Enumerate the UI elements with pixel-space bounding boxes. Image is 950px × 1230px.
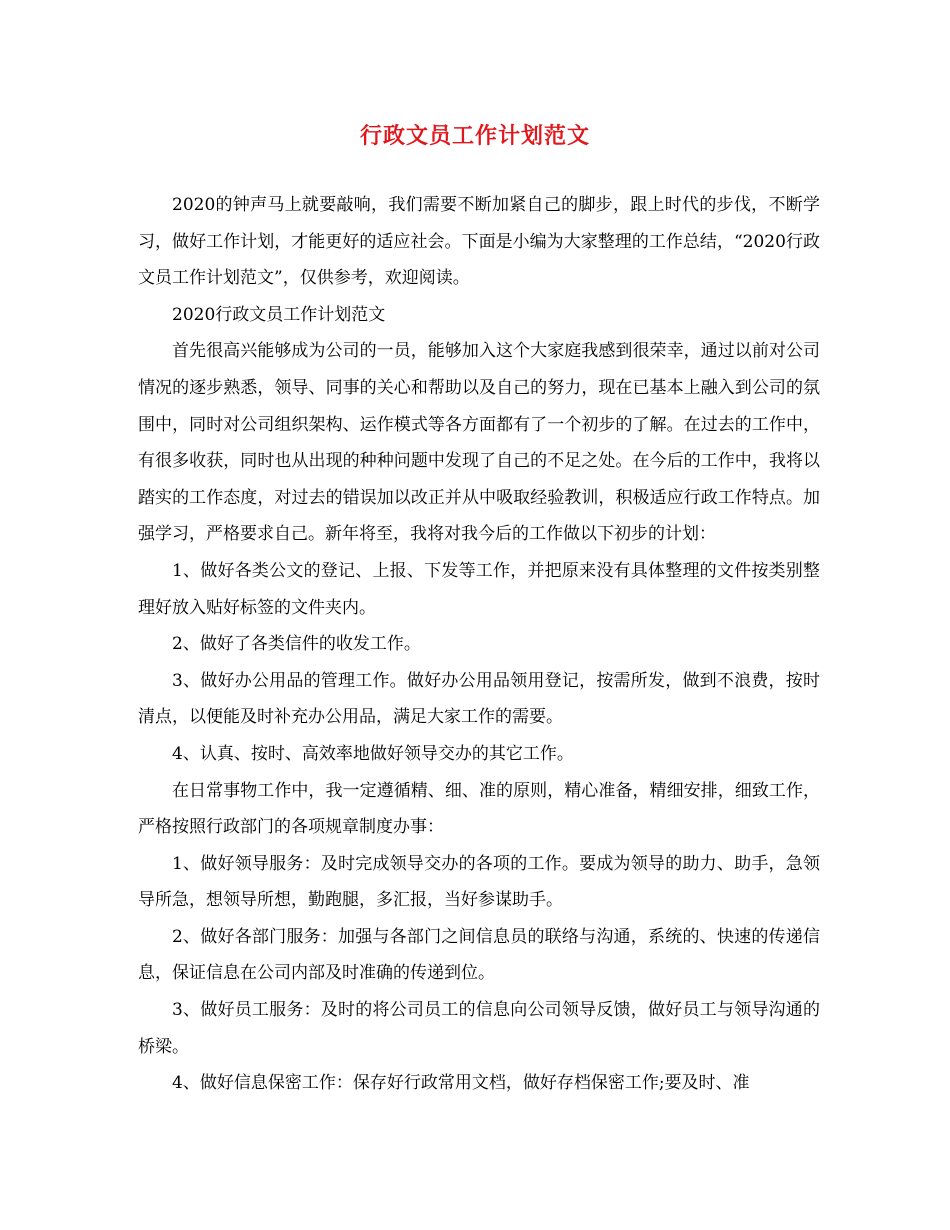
paragraph-service-2: 2、做好各部门服务：加强与各部门之间信息员的联络与沟通，系统的、快速的传递信息，保证信息在公司内部及时准确的传递到位。 xyxy=(138,926,820,984)
paragraph-service-1: 1、做好领导服务：及时完成领导交办的各项的工作。要成为领导的助力、助手，急领导所急，想领导所想，勤跑腿，多汇报，当好参谋助手。 xyxy=(138,853,820,911)
document-title: 行政文员工作计划范文 xyxy=(359,123,590,149)
paragraph-daily-work: 在日常事物工作中，我一定遵循精、细、准的原则，精心准备，精细安排，细致工作，严格按照行政部门的各项规章制度办事： xyxy=(138,780,820,838)
paragraph-subtitle: 2020行政文员工作计划范文 xyxy=(172,304,386,325)
document-body xyxy=(138,187,820,1102)
paragraph-item-4: 4、认真、按时、高效率地做好领导交办的其它工作。 xyxy=(172,743,574,764)
paragraph-opening: 首先很高兴能够成为公司的一员，能够加入这个大家庭我感到很荣幸，通过以前对公司情况的逐步熟悉，领导、同事的关心和帮助以及自己的努力，现在已基本上融入到公司的氛围中，同时对公司组织架构、运作模式等各方面都有了一个初步的了解。在过去的工作中，有很多收获，同时也从出现的种种问题中发现了自己的不足之处。在今后的工作中，我将以踏实的工作态度，对过去的错误加以改正并从中吸取经验教训，积极适应行政工作特点。加强学习，严格要求自己。新年将至，我将对我今后的工作做以下初步的计划： xyxy=(138,341,820,545)
paragraph-service-4: 4、做好信息保密工作：保存好行政常用文档，做好存档保密工作;要及时、准 xyxy=(172,1073,750,1094)
paragraph-intro: 2020的钟声马上就要敲响，我们需要不断加紧自己的脚步，跟上时代的步伐，不断学习，做好工作计划，才能更好的适应社会。下面是小编为大家整理的工作总结，“2020行政文员工作计划范文”，仅供参考，欢迎阅读。 xyxy=(138,195,820,289)
paragraph-item-2: 2、做好了各类信件的收发工作。 xyxy=(172,634,421,655)
paragraph-item-1: 1、做好各类公文的登记、上报、下发等工作，并把原来没有具体整理的文件按类别整理好放入贴好标签的文件夹内。 xyxy=(138,560,820,618)
paragraph-service-3: 3、做好员工服务：及时的将公司员工的信息向公司领导反馈，做好员工与领导沟通的桥梁。 xyxy=(138,1000,820,1057)
paragraph-item-3: 3、做好办公用品的管理工作。做好办公用品领用登记，按需所发，做到不浪费，按时清点，以便能及时补充办公用品，满足大家工作的需要。 xyxy=(138,670,820,728)
